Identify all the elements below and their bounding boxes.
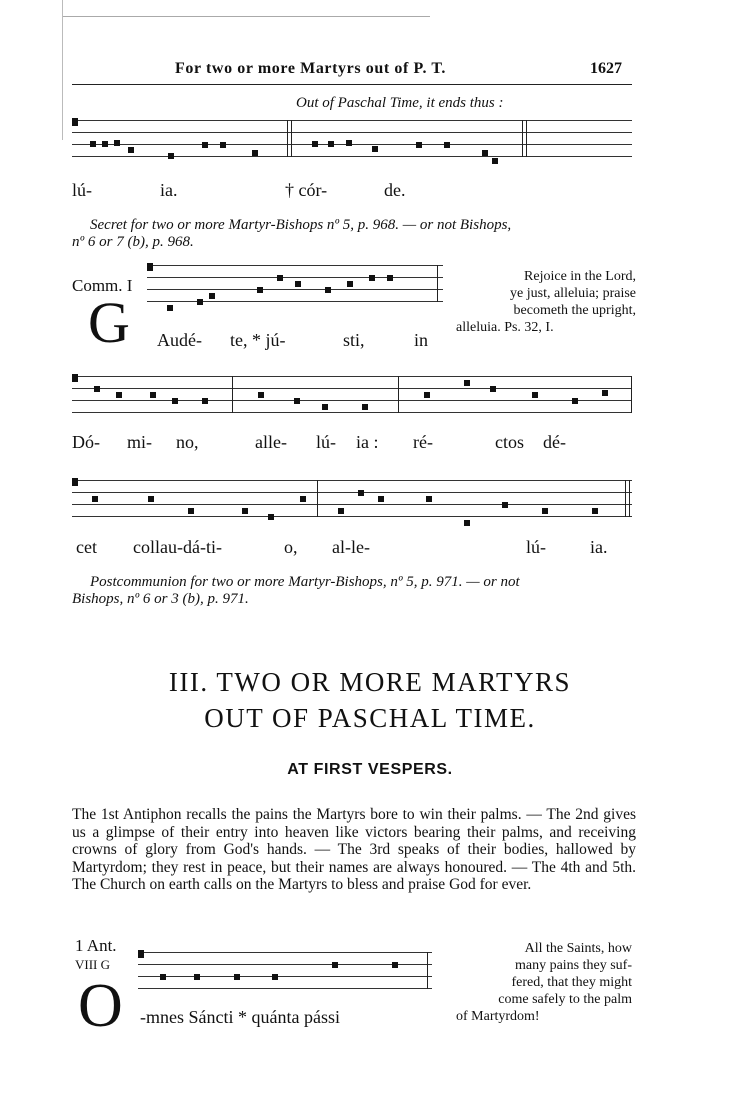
antiphon-lyrics: -mnes Sáncti * quánta pássi bbox=[140, 1007, 340, 1027]
secret-note-line1: Secret for two or more Martyr-Bishops nº 5, p. 968. — or not Bishops, bbox=[90, 217, 512, 233]
lyric-3: † cór- bbox=[285, 180, 328, 200]
staff-3 bbox=[72, 376, 632, 416]
translation-line: of Martyrdom! bbox=[456, 1009, 540, 1024]
antiphon-label: 1 Ant. bbox=[75, 936, 117, 955]
antiphon-translation bbox=[456, 940, 632, 1025]
intro-paragraph: The 1st Antiphon recalls the pains the Martyrs bore to win their palms. — The 2nd gives us a glimpse of their entry into heaven like victors bearing their palms, and receiving crowns of glory from God's hands. — The 3rd speaks of their bodies, hallowed by Martyrdom; they rest in peace, but their names are always honoured. — The 4th and 5th. The Church on earth calls on the Martyrs to bless and praise God for ever. bbox=[72, 806, 636, 893]
translation-line: becometh the upright, bbox=[513, 303, 636, 318]
comm-lyric-10: ia : bbox=[356, 432, 379, 452]
communion-translation bbox=[456, 268, 636, 336]
section-title-line1: III. TWO OR MORE MARTYRS bbox=[168, 667, 572, 697]
antiphon-initial: O bbox=[78, 972, 123, 1040]
comm-lyric-12: ctos bbox=[495, 432, 524, 452]
comm-lyric-15: collau-dá-ti- bbox=[133, 537, 222, 557]
translation-line: All the Saints, how bbox=[524, 941, 632, 956]
translation-line: Rejoice in the Lord, bbox=[524, 269, 636, 284]
staff-4 bbox=[72, 480, 632, 520]
comm-lyric-18: lú- bbox=[526, 537, 546, 557]
postcommunion-note-line2: Bishops, nº 6 or 3 (b), p. 971. bbox=[72, 591, 249, 607]
staff-5 bbox=[138, 952, 432, 992]
section-title-line2: OUT OF PASCHAL TIME. bbox=[204, 703, 536, 733]
page-edge-left bbox=[62, 0, 63, 140]
comm-lyric-5: Dó- bbox=[72, 432, 100, 452]
lyric-1: lú- bbox=[72, 180, 92, 200]
header-rule bbox=[72, 84, 632, 85]
comm-lyric-4: in bbox=[414, 330, 429, 350]
paschal-rubric: Out of Paschal Time, it ends thus : bbox=[296, 95, 504, 111]
staff-2 bbox=[147, 265, 443, 305]
comm-lyric-17: al-le- bbox=[332, 537, 370, 557]
comm-lyric-19: ia. bbox=[590, 537, 608, 557]
translation-line: ye just, alleluia; praise bbox=[510, 286, 636, 301]
comm-lyric-13: dé- bbox=[543, 432, 566, 452]
comm-lyric-2: te, * jú- bbox=[230, 330, 286, 350]
comm-lyric-3: sti, bbox=[343, 330, 365, 350]
postcommunion-note-line1: Postcommunion for two or more Martyr-Bishops, nº 5, p. 971. — or not bbox=[90, 574, 520, 590]
section-subtitle: AT FIRST VESPERS. bbox=[287, 761, 453, 778]
comm-lyric-16: o, bbox=[284, 537, 298, 557]
comm-lyric-14: cet bbox=[76, 537, 97, 557]
staff-1 bbox=[72, 120, 632, 160]
comm-lyric-7: no, bbox=[176, 432, 199, 452]
translation-line: many pains they suf- bbox=[514, 958, 632, 973]
comm-lyric-8: alle- bbox=[255, 432, 287, 452]
lyric-4: de. bbox=[384, 180, 406, 200]
comm-lyric-11: ré- bbox=[413, 432, 433, 452]
communion-label: Comm. I bbox=[72, 276, 133, 295]
lyric-2: ia. bbox=[160, 180, 178, 200]
comm-lyric-1: Audé- bbox=[157, 330, 202, 350]
translation-line: alleluia. Ps. 32, I. bbox=[456, 320, 554, 335]
running-title: For two or more Martyrs out of P. T. bbox=[175, 60, 447, 77]
antiphon-mode: VIII G bbox=[75, 957, 111, 972]
communion-initial: G bbox=[88, 290, 130, 355]
secret-note-line2: nº 6 or 7 (b), p. 968. bbox=[72, 234, 194, 250]
comm-lyric-6: mi- bbox=[127, 432, 152, 452]
page-number: 1627 bbox=[590, 60, 622, 77]
comm-lyric-9: lú- bbox=[316, 432, 336, 452]
page-edge-top bbox=[62, 16, 430, 17]
translation-line: fered, that they might bbox=[511, 975, 632, 990]
translation-line: come safely to the palm bbox=[498, 992, 632, 1007]
